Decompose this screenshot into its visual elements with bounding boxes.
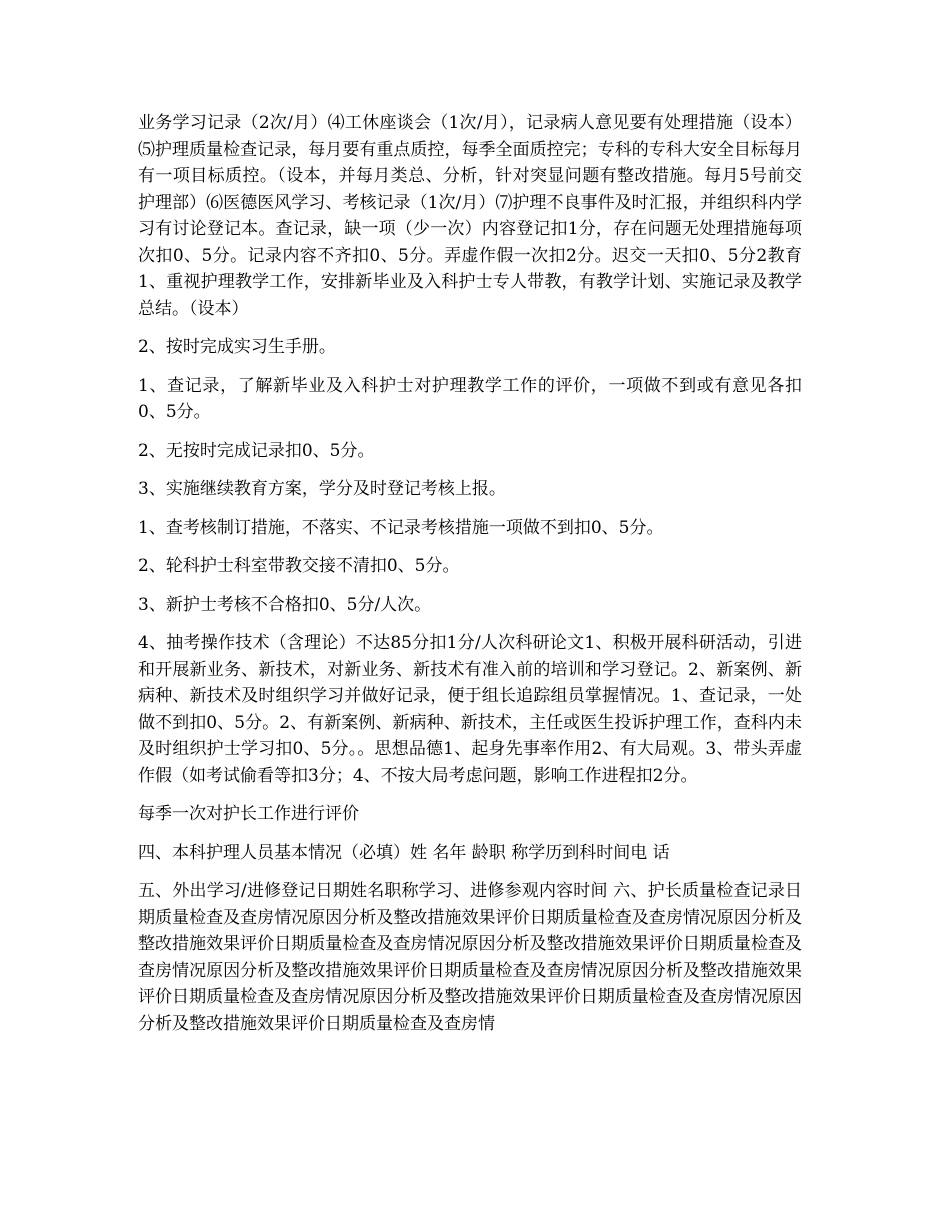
paragraph-assessment-measures: 1、查考核制订措施，不落实、不记录考核措施一项做不到扣0、5分。 xyxy=(138,517,664,538)
paragraph-new-nurse-assessment: 3、新护士考核不合格扣0、5分/人次。 xyxy=(138,594,432,615)
paragraph-incomplete-records: 2、无按时完成记录扣0、5分。 xyxy=(138,440,375,461)
paragraph-continuing-education: 3、实施继续教育方案，学分及时登记考核上报。 xyxy=(138,479,506,499)
paragraph-quarterly-evaluation: 每季一次对护长工作进行评价 xyxy=(138,804,359,824)
paragraph-staff-info: 四、本科护理人员基本情况（必填）姓 名年 龄职 称学历到科时间电 话 xyxy=(138,842,670,863)
paragraph-rotation-handover: 2、轮科护士科室带教交接不清扣0、5分。 xyxy=(138,556,460,576)
paragraph-skills-research-ethics: 4、抽考操作技术（含理论）不达85分扣1分/人次科研论文1、积极开展科研活动，引进和开展新业务、新技术，对新业务、新技术有准入前的培训和学习登记。2、新案例、新病种、新技术及时组织学习并做好记录，便于组长追踪组员掌握情况。1、查记录，一处做不到扣0、5分。2、有新案例、新病种、新技术，主任或医生投诉护理工作，查科内未及时组织护士学习扣0、5分。。思想品德1、起身先事率作用2、有大局观。3、带头弄虚作假（如考试偷看等扣3分；4、不按大局考虑问题，影响工作进程扣2分。 xyxy=(138,633,802,786)
paragraph-study-records: 业务学习记录（2次/月）⑷工休座谈会（1次/月），记录病人意见要有处理措施（设本）⑸护理质量检查记录，每月要有重点质控，每季全面质控完；专科的专科大安全目标每月有一项目标质控。（设本，并每月类总、分析，针对突显问题有整改措施。每月5号前交护理部）⑹医德医风学习、考核记录（1次/月）⑺护理不良事件及时汇报，并组织科内学习有讨论登记本。查记录，缺一项（少一次）内容登记扣1分，存在问题无处理措施每项次扣0、5分。记录内容不齐扣0、5分。弄虚作假一次扣2分。迟交一天扣0、5分2教育1、重视护理教学工作，安排新毕业及入科护士专人带教，有教学计划、实施记录及教学总结。（设本） xyxy=(138,113,802,319)
paragraph-intern-handbook: 2、按时完成实习生手册。 xyxy=(138,337,336,357)
paragraph-check-records-evaluation: 1、查记录，了解新毕业及入科护士对护理教学工作的评价，一项做不到或有意见各扣0、5分。 xyxy=(138,375,802,422)
document-body xyxy=(138,110,802,1049)
paragraph-study-and-quality-records: 五、外出学习/进修登记日期姓名职称学习、进修参观内容时间 六、护长质量检查记录日期质量检查及查房情况原因分析及整改措施效果评价日期质量检查及查房情况原因分析及整改措施效果评价日期质量检查及查房情况原因分析及整改措施效果评价日期质量检查及查房情况原因分析及整改措施效果评价日期质量检查及查房情况原因分析及整改措施效果评价日期质量检查及查房情况原因分析及整改措施效果评价日期质量检查及查房情况原因分析及整改措施效果评价日期质量检查及查房情 xyxy=(138,881,802,1034)
